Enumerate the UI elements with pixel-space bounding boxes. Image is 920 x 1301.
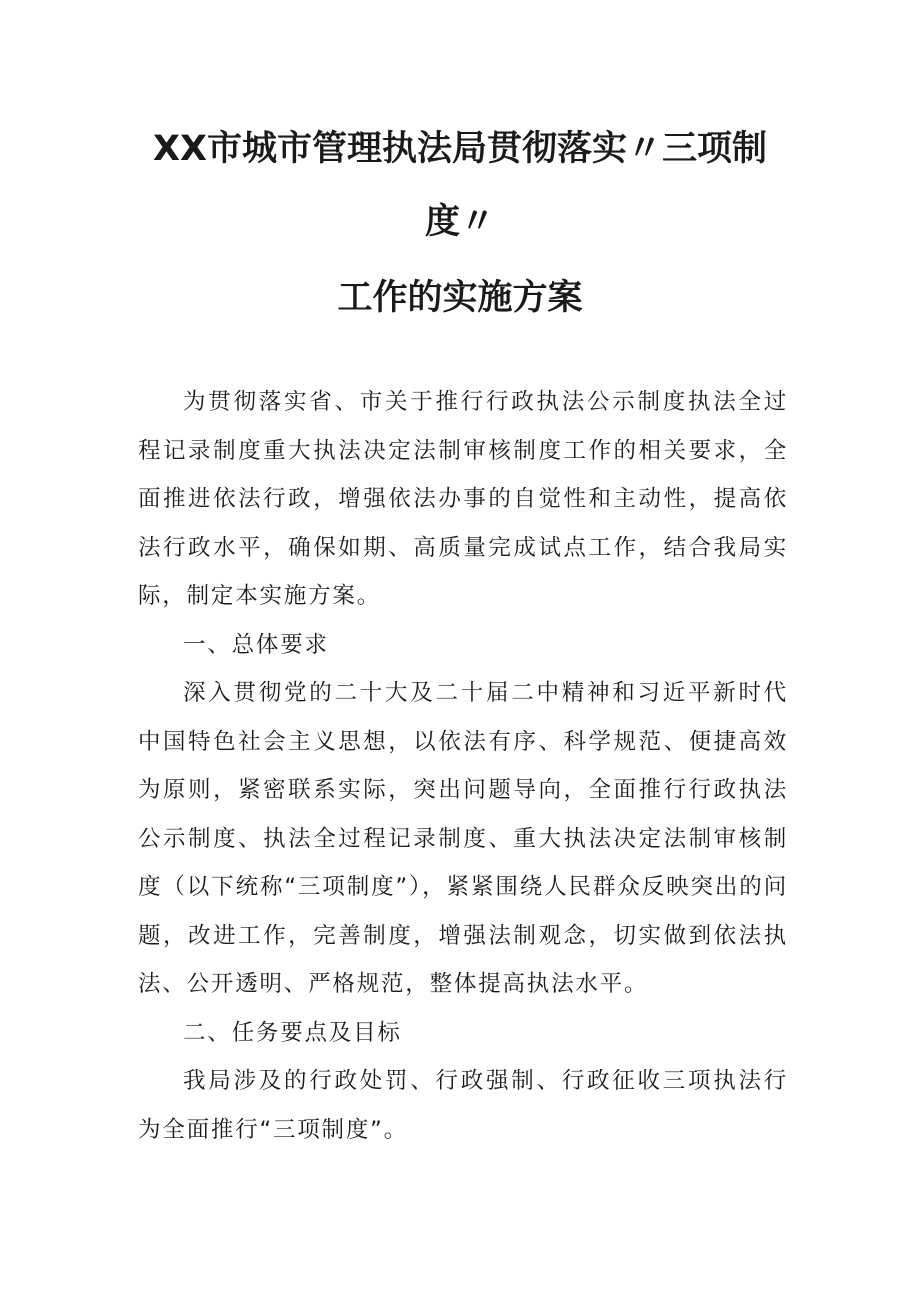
section-2-paragraph: 我局涉及的行政处罚、行政强制、行政征收三项执法行为全面推行“三项制度”。 [138,1068,788,1143]
intro-paragraph: 为贯彻落实省、市关于推行行政执法公示制度执法全过程记录制度重大执法决定法制审核制度工作的相关要求，全面推进依法行政，增强依法办事的自觉性和主动性，提高依法行政水平，确保如期、高质量完成试点工作，结合我局实际，制定本实施方案。 [138,389,788,609]
section-1-paragraph: 深入贯彻党的二十大及二十届二中精神和习近平新时代中国特色社会主义思想，以依法有序、科学规范、便捷高效为原则，紧密联系实际，突出问题导向，全面推行行政执法公示制度、执法全过程记录制度、重大执法决定法制审核制度（以下统称“三项制度”），紧紧围绕人民群众反映突出的问题，改进工作，完善制度，增强法制观念，切实做到依法执法、公开透明、严格规范，整体提高执法水平。 [138,680,788,997]
document-title-line-3: 工作的实施方案 [337,278,583,318]
document-title-line-1: XX市城市管理执法局贯彻落实〃三项制 [153,129,767,169]
section-1-heading: 一、总体要求 [183,631,329,658]
document-body [138,378,788,1154]
document-title-line-2: 度〃 [424,202,495,242]
section-2-heading: 二、任务要点及目标 [183,1019,402,1046]
